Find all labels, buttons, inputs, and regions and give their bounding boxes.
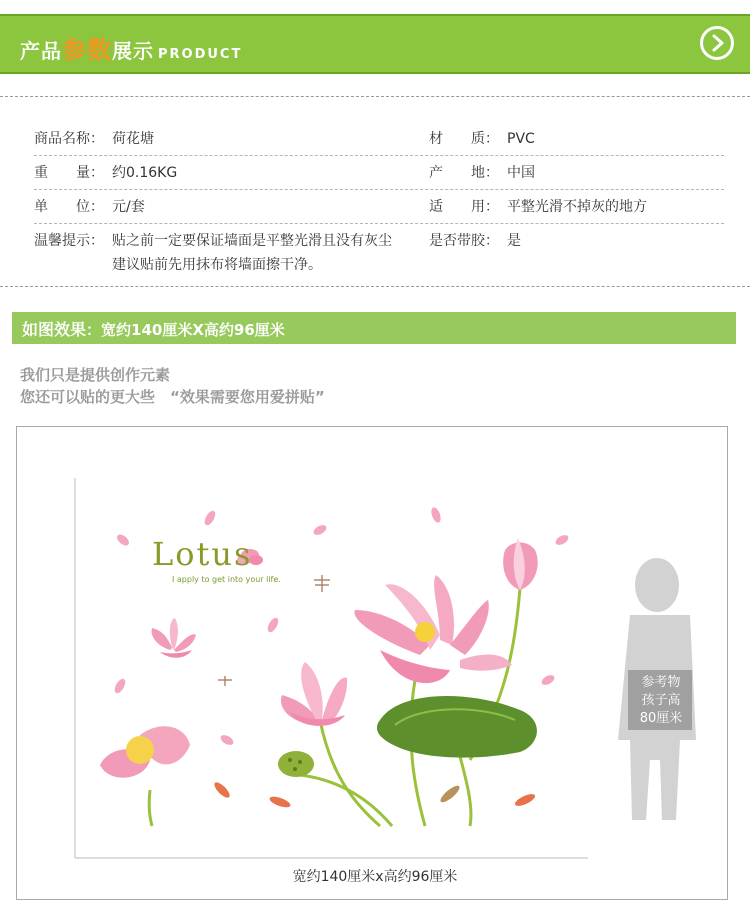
sticker-lotus-word: Lotus xyxy=(152,535,253,573)
spec-value: 平整光滑不掉灰的地方 xyxy=(507,199,647,215)
spec-value: 约0.16KG xyxy=(112,165,178,181)
child-height-label xyxy=(632,674,690,728)
spec-label: 适 用： xyxy=(429,199,499,215)
spec-label: 重 量： xyxy=(34,165,104,181)
note-line2: 您还可以贴的更大些 “效果需要您用爱拼贴” xyxy=(20,388,325,406)
dragonfly xyxy=(314,575,330,592)
banner-title-part1: 产品 xyxy=(20,39,62,63)
spec-label: 单 位： xyxy=(34,199,104,215)
lotus-bud xyxy=(503,538,538,590)
size-caption: 宽约140厘米x高约96厘米 xyxy=(292,869,458,885)
child-label-line1: 参考物 xyxy=(641,675,681,690)
child-label-line2: 孩子高 xyxy=(641,693,681,708)
spec-label: 产 地： xyxy=(429,165,499,181)
spec-label: 是否带胶： xyxy=(429,233,499,249)
open-lotus-flower xyxy=(100,726,190,777)
lotus-seed-pod xyxy=(278,751,314,777)
koi-fish xyxy=(212,780,537,809)
spec-label: 温馨提示： xyxy=(34,233,104,249)
spec-label: 商品名称： xyxy=(34,131,104,147)
spec-value: 荷花塘 xyxy=(112,131,154,147)
spec-value: 元/套 xyxy=(112,199,145,215)
spec-value-line2: 建议贴前先用抹布将墙面擦干净。 xyxy=(112,257,322,273)
big-lotus-flower xyxy=(354,575,512,683)
medium-lotus-flower xyxy=(281,662,347,726)
child-label-line3: 80厘米 xyxy=(639,711,683,726)
effect-title-text: 如图效果 xyxy=(22,320,87,339)
spec-value: 是 xyxy=(507,233,521,249)
spec-value: 中国 xyxy=(507,165,535,181)
sticker-tagline: I apply to get into your life. xyxy=(172,575,281,584)
banner-title-en: PRODUCT xyxy=(158,47,243,62)
spec-value: 贴之前一定要保证墙面是平整光滑且没有灰尘 xyxy=(112,233,392,249)
small-lotus-flower xyxy=(152,618,196,658)
spec-label: 材 质： xyxy=(429,131,499,147)
dragonfly-small xyxy=(218,676,232,686)
banner-title-part3: 展示 xyxy=(112,39,154,63)
effect-size-text: ：宽约140厘米X高约96厘米 xyxy=(86,321,285,339)
lotus-leaf xyxy=(377,696,537,758)
banner-title-highlight: 参数 xyxy=(62,36,112,64)
spec-value: PVC xyxy=(507,131,535,147)
note-line1: 我们只是提供创作元素 xyxy=(20,366,171,384)
